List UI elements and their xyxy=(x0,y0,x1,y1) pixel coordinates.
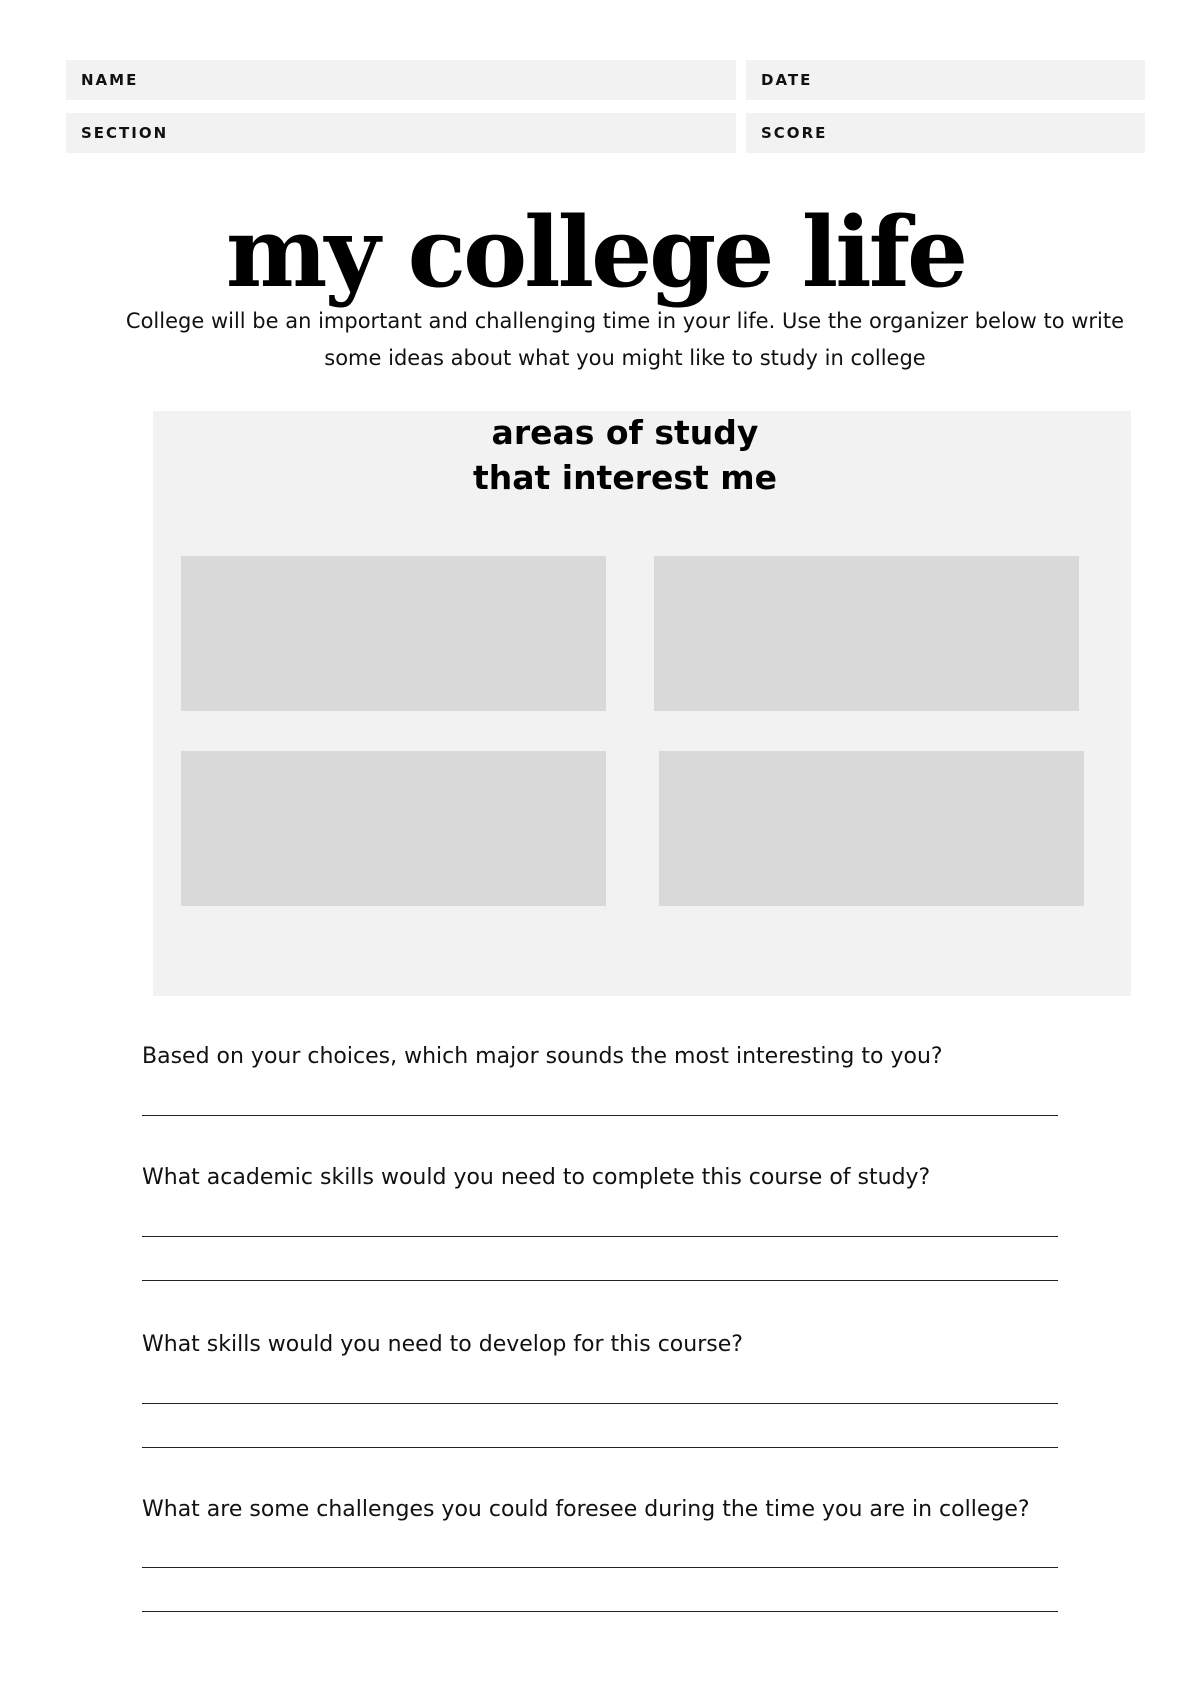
score-label: SCORE xyxy=(761,124,828,142)
score-field[interactable] xyxy=(746,113,1145,153)
interest-box-3[interactable] xyxy=(181,751,606,906)
name-field[interactable] xyxy=(66,60,736,100)
interest-box-4[interactable] xyxy=(659,751,1084,906)
question-1: Based on your choices, which major sounds the most interesting to you? xyxy=(142,1044,943,1069)
section-field[interactable] xyxy=(66,113,736,153)
name-label: NAME xyxy=(81,71,139,89)
section-label: SECTION xyxy=(81,124,169,142)
answer-line[interactable] xyxy=(142,1115,1058,1116)
question-4: What are some challenges you could foresee during the time you are in college? xyxy=(142,1497,1030,1522)
date-label: DATE xyxy=(761,71,813,89)
answer-line[interactable] xyxy=(142,1280,1058,1281)
date-field[interactable] xyxy=(746,60,1145,100)
page-title: my college life xyxy=(225,196,966,309)
interest-box-2[interactable] xyxy=(654,556,1079,711)
answer-line[interactable] xyxy=(142,1403,1058,1404)
answer-line[interactable] xyxy=(142,1567,1058,1568)
answer-line[interactable] xyxy=(142,1611,1058,1612)
question-2: What academic skills would you need to complete this course of study? xyxy=(142,1165,931,1190)
answer-line[interactable] xyxy=(142,1447,1058,1448)
question-3: What skills would you need to develop for this course? xyxy=(142,1332,743,1357)
answer-line[interactable] xyxy=(142,1236,1058,1237)
organizer-heading: areas of study that interest me xyxy=(472,413,778,497)
interest-box-1[interactable] xyxy=(181,556,606,711)
intro-text: College will be an important and challenging time in your life. Use the organizer below to write some ideas about what you might like to study in college xyxy=(125,309,1125,370)
